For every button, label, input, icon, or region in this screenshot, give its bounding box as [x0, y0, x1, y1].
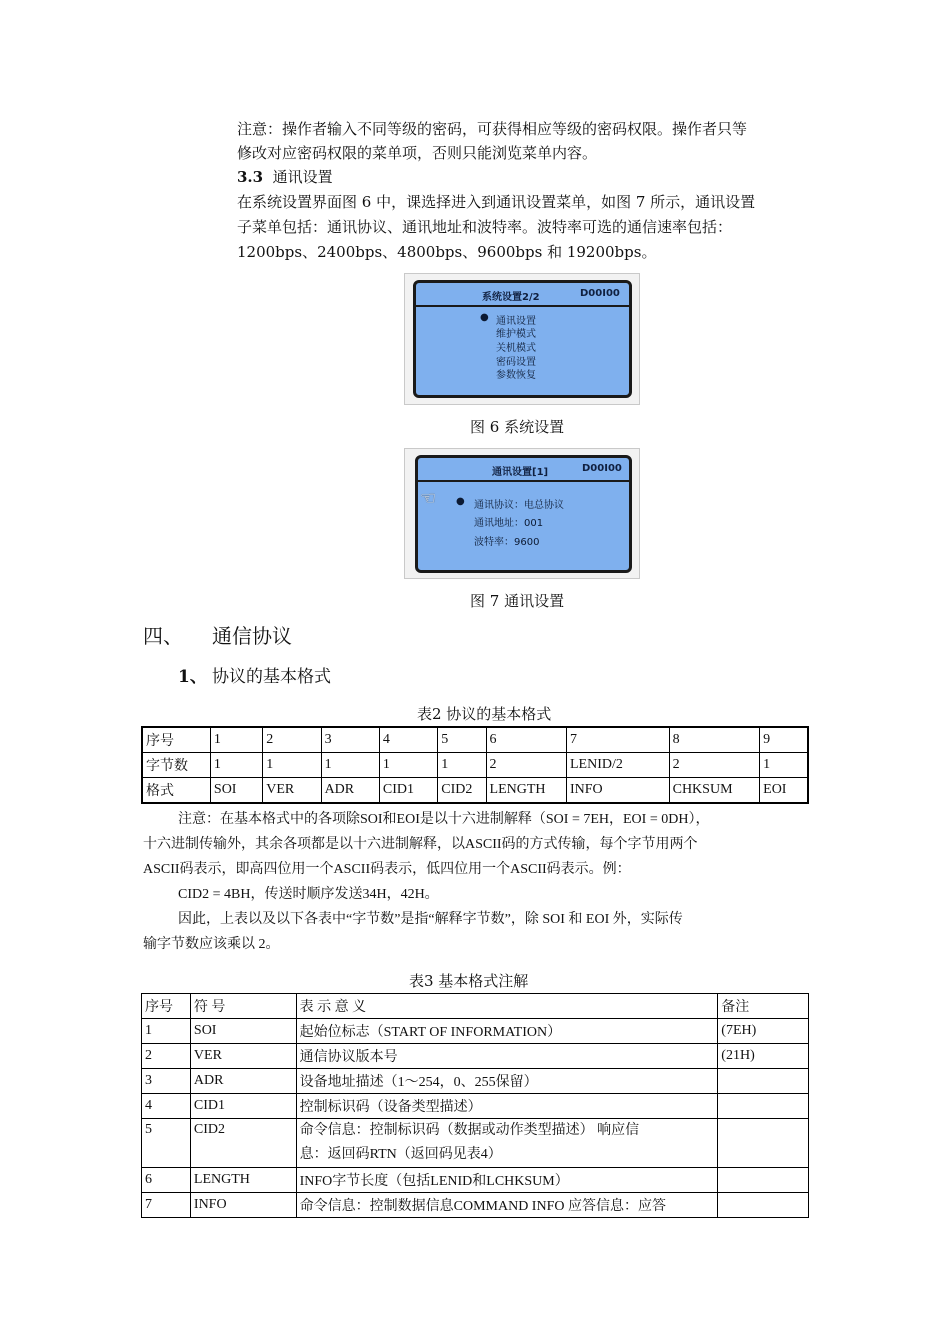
- section-heading: [237, 165, 333, 190]
- table-cell: [718, 1168, 809, 1193]
- table-cell: 6: [142, 1168, 191, 1193]
- note-line: 注意：操作者输入不同等级的密码，可获得相应等级的密码权限。操作者只等: [237, 120, 748, 138]
- lcd-code: D00I00: [582, 463, 622, 474]
- figure-caption: 图 6 系统设置: [470, 418, 565, 436]
- table-cell: CID1: [379, 778, 437, 804]
- table-cell: 命令信息：控制数据信息COMMAND INFO 应答信息：应答: [296, 1193, 718, 1218]
- figure-6-screen: [404, 273, 640, 405]
- section-number: 3.3: [237, 168, 264, 186]
- table-cell: (7EH): [718, 1019, 809, 1044]
- note-line: 输字节数应该乘以 2。: [143, 937, 280, 952]
- lcd-panel: [415, 455, 632, 573]
- table-cell: 5: [142, 1119, 191, 1168]
- table-cell: [718, 1119, 809, 1168]
- table-cell-multiline: [296, 1119, 718, 1168]
- table-cell: ADR: [190, 1069, 296, 1094]
- table-cell: 1: [142, 1019, 191, 1044]
- lcd-title: 系统设置2/2: [482, 292, 540, 303]
- table-cell: 1: [263, 753, 321, 778]
- table-cell: 9: [760, 727, 808, 753]
- table-cell: 通信协议版本号: [296, 1044, 718, 1069]
- lcd-panel: [413, 280, 632, 398]
- table-cell: 2: [142, 1044, 191, 1069]
- table-cell: SOI: [190, 1019, 296, 1044]
- table-cell: CHKSUM: [669, 778, 760, 804]
- note-line: 修改对应密码权限的菜单项，否则只能浏览菜单内容。: [237, 144, 598, 162]
- table-cell: 5: [438, 727, 486, 753]
- table-cell: 4: [142, 1094, 191, 1119]
- menu-item: 通讯协议：电总协议: [474, 500, 564, 511]
- table-format-notes: [141, 993, 809, 1218]
- hand-pointer-icon: ☜: [420, 488, 437, 509]
- note-line: CID2 = 4BH，传送时顺序发送34H，42H。: [178, 887, 439, 902]
- table-cell: 4: [379, 727, 437, 753]
- table-cell: 7: [142, 1193, 191, 1218]
- table-header-cell: 序号: [142, 994, 191, 1019]
- chapter-title: 通信协议: [212, 624, 292, 648]
- note-line: 十六进制传输外，其余各项都是以十六进制解释，以ASCII码的方式传输，每个字节用两个: [143, 837, 698, 852]
- chapter-number: 四、: [143, 624, 183, 648]
- table-caption: 表3 基本格式注解: [409, 972, 529, 990]
- figure-caption: 图 7 通讯设置: [470, 592, 565, 610]
- menu-item: 关机模式: [496, 343, 536, 354]
- note-line: ASCII码表示，即高四位用一个ASCII码表示，低四位用一个ASCII码表示。例：: [143, 862, 631, 877]
- section-title: 通讯设置: [272, 168, 333, 186]
- table-cell: LENGTH: [190, 1168, 296, 1193]
- table-row: [142, 727, 808, 753]
- table-cell: 1: [210, 753, 262, 778]
- table-cell: 2: [486, 753, 566, 778]
- table-cell: 3: [321, 727, 379, 753]
- table-row: [142, 1193, 809, 1218]
- table-cell: 序号: [142, 727, 210, 753]
- table-row: [142, 778, 808, 804]
- table-cell-line: 息：返回码RTN（返回码见表4）: [299, 1147, 502, 1162]
- table-cell: 1: [438, 753, 486, 778]
- lcd-title-bar: [416, 283, 629, 307]
- table-cell: 6: [486, 727, 566, 753]
- table-cell: 格式: [142, 778, 210, 804]
- lcd-code: D00I00: [580, 288, 620, 299]
- lcd-title-bar: [418, 458, 629, 482]
- table-header-cell: 符 号: [190, 994, 296, 1019]
- table-cell: INFO: [567, 778, 670, 804]
- selection-bullet-icon: ●: [456, 496, 465, 507]
- table-cell: VER: [190, 1044, 296, 1069]
- table-cell: VER: [263, 778, 321, 804]
- table-cell: 1: [321, 753, 379, 778]
- table-cell: LENGTH: [486, 778, 566, 804]
- table-cell: 字节数: [142, 753, 210, 778]
- menu-item: 密码设置: [496, 357, 536, 368]
- table-row: [142, 1069, 809, 1094]
- table-cell: [718, 1193, 809, 1218]
- selection-bullet-icon: ●: [480, 312, 489, 323]
- subsection-title: 协议的基本格式: [212, 667, 331, 687]
- table-cell: 设备地址描述（1～254，0、255保留）: [296, 1069, 718, 1094]
- table-basic-format: [141, 726, 809, 804]
- table-header-row: [142, 994, 809, 1019]
- table-cell: INFO: [190, 1193, 296, 1218]
- menu-item: 参数恢复: [496, 370, 536, 381]
- note-line: 注意：在基本格式中的各项除SOI和EOI是以十六进制解释（SOI = 7EH，EOI = 0DH），: [178, 812, 710, 827]
- table-row: [142, 1094, 809, 1119]
- figure-7-screen: [404, 448, 640, 579]
- lcd-title: 通讯设置[1]: [492, 467, 549, 478]
- table-cell: INFO字节长度（包括LENID和LCHKSUM）: [296, 1168, 718, 1193]
- table-caption: 表2 协议的基本格式: [417, 705, 552, 723]
- table-cell: CID2: [190, 1119, 296, 1168]
- menu-item: 波特率：9600: [474, 537, 540, 548]
- table-cell: 1: [379, 753, 437, 778]
- menu-item: 通讯地址：001: [474, 518, 544, 529]
- table-cell: ADR: [321, 778, 379, 804]
- table-cell: EOI: [760, 778, 808, 804]
- menu-item: 通讯设置: [496, 316, 536, 327]
- table-cell: CID1: [190, 1094, 296, 1119]
- table-row: [142, 1044, 809, 1069]
- table-cell: 2: [669, 753, 760, 778]
- paragraph-line: 1200bps、2400bps、4800bps、9600bps 和 19200bps。: [237, 243, 657, 261]
- table-cell: 8: [669, 727, 760, 753]
- table-cell: 2: [263, 727, 321, 753]
- table-cell: 1: [760, 753, 808, 778]
- table-row: [142, 1019, 809, 1044]
- table-row: [142, 1119, 809, 1168]
- table-cell: 起始位标志（START OF INFORMATION）: [296, 1019, 718, 1044]
- table-cell: [718, 1069, 809, 1094]
- subsection-number: 1、: [178, 667, 207, 687]
- table-cell: (21H): [718, 1044, 809, 1069]
- table-header-cell: 备注: [718, 994, 809, 1019]
- table-row: [142, 753, 808, 778]
- paragraph-line: 子菜单包括：通讯协议、通讯地址和波特率。波特率可选的通信速率包括：: [237, 218, 733, 236]
- paragraph-line: 在系统设置界面图 6 中，课选择进入到通讯设置菜单，如图 7 所示，通讯设置: [237, 193, 756, 211]
- note-line: 因此，上表以及以下各表中“字节数”是指“解释字节数”，除 SOI 和 EOI 外，实际传: [178, 912, 683, 927]
- table-cell-line: 命令信息：控制标识码（数据或动作类型描述） 响应信: [299, 1123, 640, 1138]
- table-cell: SOI: [210, 778, 262, 804]
- table-cell: 1: [210, 727, 262, 753]
- table-cell: LENID/2: [567, 753, 670, 778]
- table-cell: [718, 1094, 809, 1119]
- table-cell: 控制标识码（设备类型描述）: [296, 1094, 718, 1119]
- table-cell: 7: [567, 727, 670, 753]
- table-cell: 3: [142, 1069, 191, 1094]
- table-cell: CID2: [438, 778, 486, 804]
- table-header-cell: 表 示 意 义: [296, 994, 718, 1019]
- menu-item: 维护模式: [496, 329, 536, 340]
- table-row: [142, 1168, 809, 1193]
